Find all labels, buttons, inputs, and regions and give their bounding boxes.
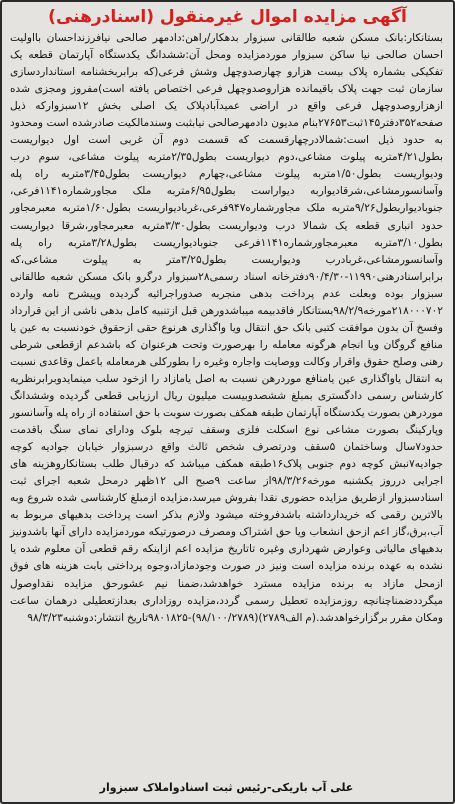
- notice-body: بستانکار:بانک مسکن شعبه طالقانی سبزوار بدهکار/راهن:دادمهر صالحی نیافرزنداحسان بااولیت احسان صالحی نیا ساکن سبزوار موردمزایده ومحل آن:ششدانگ یکدستگاه آپارتمان قطعه یک تفکیکی بشماره پلاک بیست هزارو چهارصدوچهل وشش فرعی(که برابربخشنامه استانداردسازی سازمان ثبت جهت پلاک باقیمانده هزاروصدوچهل فرعی اختصاص یافته است)مفروز ومجزی شده ازهزاروصدوچهل فرعی واقع در اراضی عمیدآبادپلاک یک اصلی بخش ۱۲سبزوارکه ذیل صفحه۳۵۲دفتر۱۴۵ثبت۲۷۶۵۳بنام مدیون دادمهرصالحی نیابثبت وسندمالکیت صادرشده است ومحدود به حدود ذیل است:شمالادرچهارقسمت که قسمت دوم آن غربی است اول دیواریست بطول۴/۲۱متربه پیلوت مشاعی،دوم دیواریست بطول۲/۳۵متربه پیلوت مشاعی، سوم درب ودیواریست بطول۱/۵۰متربه پیلوت مشاعی،چهارم دیواریست بطول۳/۴۵متربه راه پله وآسانسورمشاعی،شرقادیواربه دیواراست بطول۶/۹۵متربه ملک مجاورشماره۱۱۴۱فرعی، جنوبادیواربطول۹/۲۶متربه ملک مجاورشماره۹۴۷فرعی،غربادیواریست بطول۱/۶۰متربه معبرمجاور حدود انباری قطعه یک شمالا درب ودیواریست بطول۳/۳۰متربه معبرمجاور،شرقا دیواریست بطول۳/۱۰متربه معبرمجاورشماره۱۱۴۱فرعی جنوبادیواریست بطول۳/۲۸متربه راه پله وآسانسورمشاعی،غربادرب ودیواریست بطول۳/۲۵متر به پیلوت مشاعی،که برابراسنادرهنی۱۱۹۹۰-۹۰/۴/۳۰دفترخانه اسناد رسمی۲۸سبزوار درگرو بانک مسکن شعبه طالقانی سبزوار بوده وبعلت عدم پرداخت بدهی منجربه صدوراجرائیه گردیده وپیشرح نامه وارده ۲۱۸۰۰۰۷۰۲مورخه۹۸/۲/۹بستانکار فاقدبیمه میباشدورهن قبل ازتنبیه کامل بدهی ناشی از این قرارداد وفسخ آن بدون موافقت کتبی بانک حق انتقال ویا واگذاری هرنوع حقی ازحقوق خودنسبت به عین یا منافع گروگان ویا انجام هرگونه معامله را بهرصورت وتحت هرعنوان که باشدعم ازقطعی شرطی رهنی وصلح حقوق واقرار وکالت ووصایت واجاره وغیره را بطورکلی هرمعامله باعمل وقاعدی نسبت به انتقال یاواگذاری عین یامنافع موردرهن نسبت به اصل یامازاد را ازخود سلب مینمایدوبرابرنظریه کارشناس رسمی دادگستری بمبلغ ششصدوبیست میلیون ریال ارزیابی قطعی گردیده وششدانگ موردرهن بصورت یکدستگاه آپارتمان طبقه همکف بصورت سوبت با حق استفاده از راه پله وآسانسور وپارکینگ بصورت مشاعی نوع اسکلت فلزی وسقف تیرچه بلوک ودارای نمای سنگ باقدمت حدود۷سال وساختمان ۵سقف ودرتصرف شخص ثالث واقع درسبزوار خیابان جوادیه کوچه جوادیه۷نبش کوچه دوم جنوبی پلاک۱۶طبقه همکف میباشد که درقبال طلب بستانکاروهزینه های اجرایی درروز یکشنبه مورخه۹۸/۳/۲۶از ساعت ۹صبح الی ۱۲ظهر درمحل شعبه اجرای ثبت اسنادسبزوار ازطریق مزایده حضوری نقدا بفروش میرسد،مزایده ازمبلغ کارشناسی شده شروع وبه بالاترین رقمی که خریدارداشته باشدفروخته میشود ولازم بذکر است پرداخت بدهیهای مربوط به آب،برق،گاز اعم ازحق انشعاب ویا حق اشتراک ومصرف درصورتیکه موردمزایده دارای آنها باشدونیز بدهیهای مالیاتی وعوارض شهرداری وغیره تاتاریخ مزایده اعم ازاینکه رقم قطعی آن معلوم شده یا نشده به عهده برنده مزایده است ونیز در صورت وجودمازاد،وجوه پرداختی بابت هزینه های فوق ازمحل مازاد به برنده مزایده مسترد خواهدشد،ضمنا نیم عشورحق مزایده نقداوصول میگرددضمناچنانچه روزمزایده تعطیل رسمی گردد،مزایده روزاداری بعدازتعطیلی درهمان ساعت ومکان مقرر برگزارخواهدشد.(م الف۲۷۸۹)(۹۸/۱۰۰/۲۷۸۹)-۹۸۰۱۸۲۵تاریخ انتشار:دوشنبه۹۸/۳/۲۳: [10, 32, 444, 624]
- notice-signature: علی آب باریکی-رئیس ثبت اسنادواملاک سبزوار: [99, 781, 354, 794]
- notice-title: آگهی مزایده اموال غیرمنقول (اسنادرهنی): [48, 7, 407, 27]
